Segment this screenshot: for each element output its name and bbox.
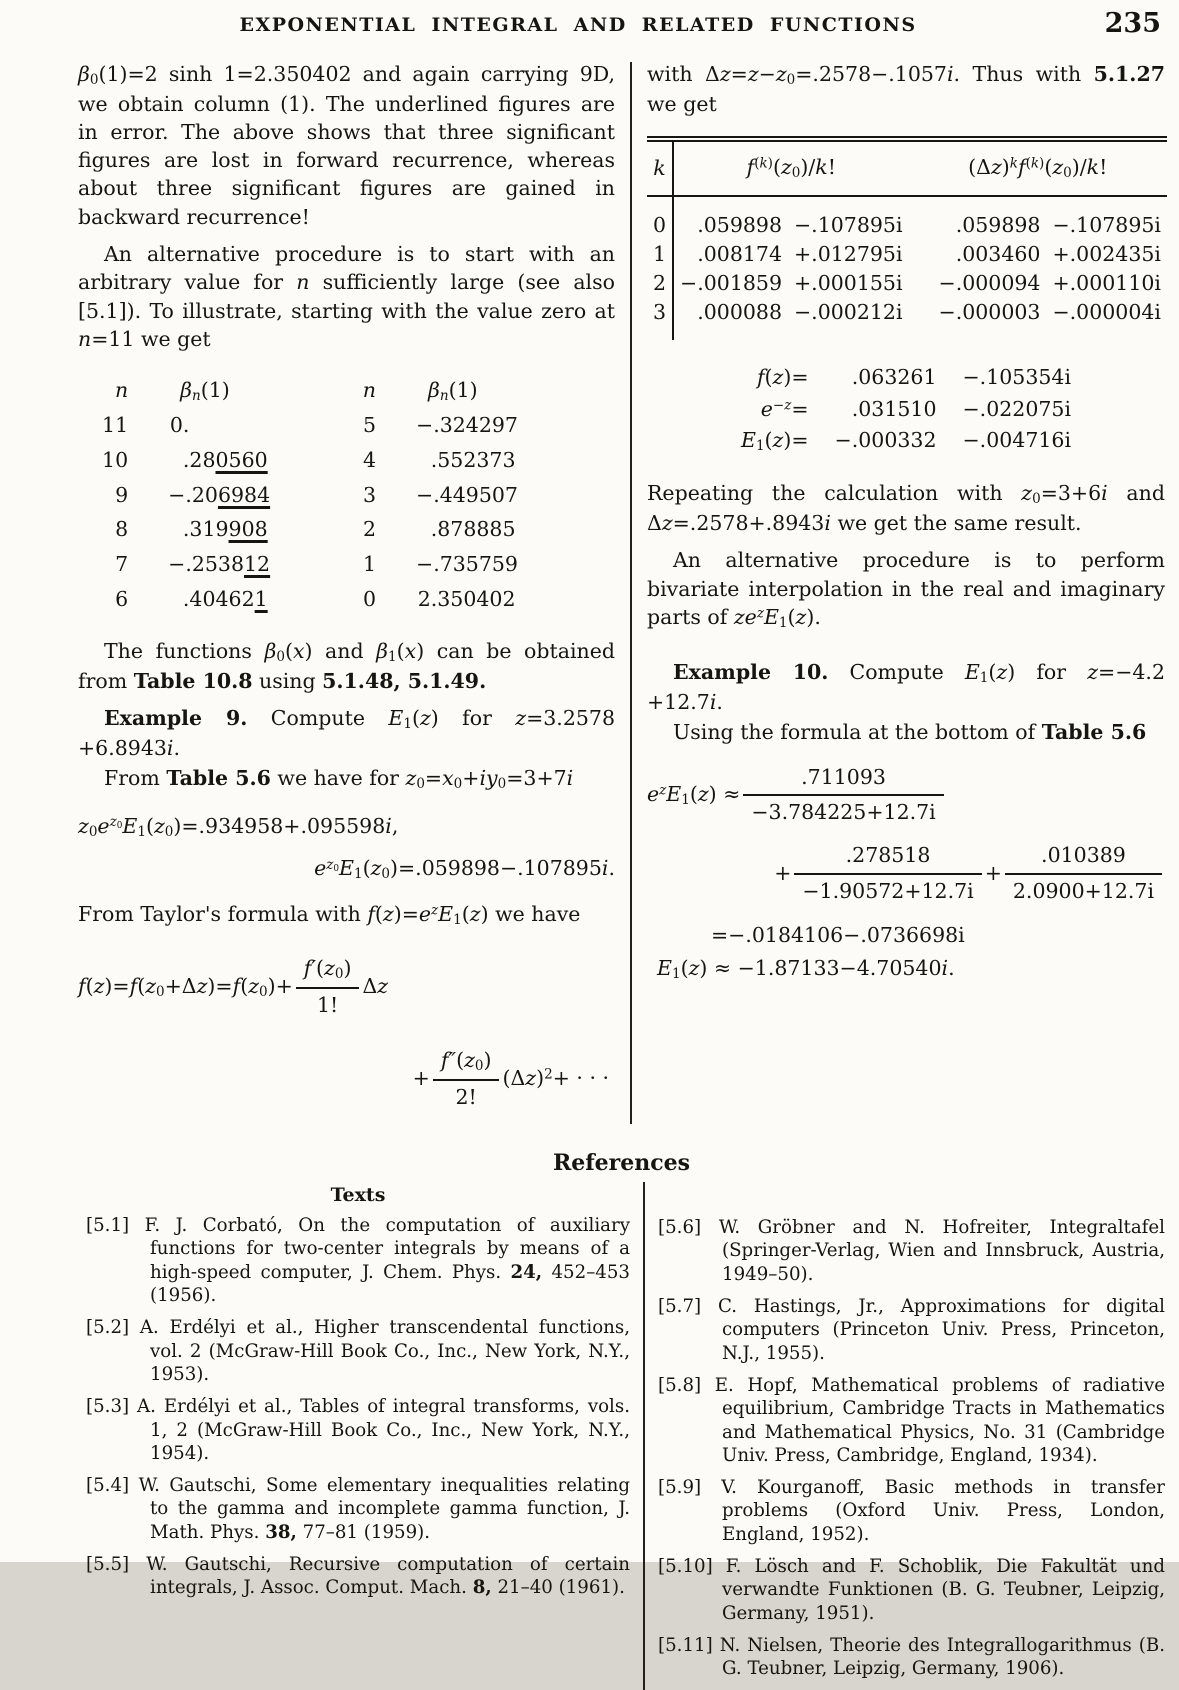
reference-label: [5.11] xyxy=(658,1634,713,1656)
reference-label: [5.4] xyxy=(86,1475,130,1497)
table-row: 7 −.253812 1 −.735759 xyxy=(115,552,518,577)
reference-item: [5.11] N. Nielsen, Theorie des Integrallogarithmus (B. G. Teubner, Leipzig, Germany, 1906). xyxy=(658,1634,1165,1680)
references-divider-rule xyxy=(643,1182,645,1689)
texts-subheading: Texts xyxy=(330,1184,386,1207)
main-columns xyxy=(78,60,1165,1124)
column-header-beta-n: $\beta_n(1)$ xyxy=(428,377,478,404)
reference-item: [5.5] W. Gautschi, Recursive computation of certain integrals, J. Assoc. Comput. Mach. 8, 21–40 (1961). xyxy=(86,1554,630,1599)
reference-item: [5.1] F. J. Corbató, On the computation of auxiliary functions for two-center integrals by means of a high-speed computer, J. Chem. Phys. 24, 452–453 (1956). xyxy=(86,1215,630,1307)
fraction: $\frac{f''(z_0)}{2!}$ xyxy=(433,1046,500,1112)
equation-z0-ez0-E1: $z_0e^{z_0}E_1(z_0)=.934958+.095598i$, xyxy=(78,813,399,840)
left-column xyxy=(78,60,615,1124)
fraction: $\frac{.711093}{-3.784225+12.7i}$ xyxy=(743,763,943,827)
reference-item: [5.6] W. Gröbner and N. Hofreiter, Integraltafel (Springer-Verlag, Wien and Innsbruck, Austria, 1949–50). xyxy=(658,1217,1165,1285)
beta-table-header-row xyxy=(78,373,578,409)
references-left-column xyxy=(78,1182,630,1689)
table-row: 10 .280560 4 .552373 xyxy=(102,447,516,472)
running-title: EXPONENTIAL INTEGRAL AND RELATED FUNCTIONS xyxy=(239,14,917,36)
reference-item: [5.7] C. Hastings, Jr., Approximations for digital computers (Princeton Univ. Press, Princeton, N.J., 1955). xyxy=(658,1296,1165,1364)
column-header-n: n xyxy=(362,378,376,403)
beta-values-table xyxy=(78,373,578,617)
table-row: 11 0. 5 −.324297 xyxy=(102,413,518,438)
reference-item: [5.8] E. Hopf, Mathematical problems of radiative equilibrium, Cambridge Tracts in Mathematics and Mathematical Physics, No. 31 (Cambridge Univ. Press, Cambridge, England, 1934). xyxy=(658,1374,1165,1466)
column-divider-rule xyxy=(630,62,632,1124)
page-number: 235 xyxy=(1104,8,1161,39)
page-header xyxy=(78,8,1165,46)
column-header-beta-n: $\beta_n(1)$ xyxy=(180,377,230,404)
paragraph-alternative-start: An alternative procedure is to start with an arbitrary value for n sufficiently large (see also [5.1]). To illustrate, starting with the value zero at n=11 we get xyxy=(78,242,615,351)
taylor-terms-header-row xyxy=(647,139,1167,196)
table-row: 3 .000088 −.000212i −.000003 −.000004i xyxy=(647,297,1167,340)
right-column xyxy=(647,60,1165,1124)
example-9-heading: Example 9. Compute $E_1(z)$ for z=3.2578 +6.8943i. xyxy=(78,705,615,760)
reference-label: [5.2] xyxy=(86,1317,130,1339)
paragraph-taylor: From Taylor's formula with $f(z)=e^zE_1(z)$ we have xyxy=(78,902,581,929)
paragraph-bivariate: An alternative procedure is to perform bivariate interpolation in the real and imaginary parts of $ze^zE_1(z)$. xyxy=(647,548,1165,631)
reference-item: [5.9] V. Kourganoff, Basic methods in transfer problems (Oxford Univ. Press, London, England, 1952). xyxy=(658,1477,1165,1545)
reference-item: [5.2] A. Erdélyi et al., Higher transcendental functions, vol. 2 (McGraw-Hill Book Co., Inc., New York, N.Y., 1953). xyxy=(86,1317,630,1385)
reference-item: [5.3] A. Erdélyi et al., Tables of integral transforms, vols. 1, 2 (McGraw-Hill Book Co., Inc., New York, N.Y., 1954). xyxy=(86,1396,630,1464)
table-row: 2 −.001859 +.000155i −.000094 +.000110i xyxy=(647,268,1167,297)
reference-label: [5.5] xyxy=(86,1554,130,1576)
references-right-column xyxy=(658,1182,1165,1689)
example-10-heading: Example 10. Compute $E_1(z)$ for z=−4.2 +12.7i. xyxy=(647,660,1165,715)
reference-label: [5.9] xyxy=(658,1477,702,1499)
table-row: 8 .319908 2 .878885 xyxy=(115,517,516,542)
fraction: $\frac{.010389}{2.0900+12.7i}$ xyxy=(1005,841,1162,905)
equation-result-sum: =−.0184106−.0736698i xyxy=(711,923,965,948)
equation-ez-E1-approx: $e^zE_1(z)$ ≈ $\frac{.711093}{-3.784225+12.7i}$ xyxy=(647,763,1165,827)
column-header-dzk-fk: $(\Delta z)^kf^{(k)}(z_0)/k$! xyxy=(909,139,1167,196)
reference-label: [5.6] xyxy=(658,1217,702,1239)
fraction: $\frac{.278518}{-1.90572+12.7i}$ xyxy=(794,841,981,905)
column-header-n: n xyxy=(114,378,129,403)
references-heading: References xyxy=(552,1150,691,1177)
equation-sum-results: f(z)= .063261 −.105354i $e^{-z}=$ .031510 −.022075i $E_1(z)=$ −.000332 −.004716i xyxy=(740,364,1072,455)
reference-label: [5.1] xyxy=(86,1215,130,1237)
paragraph-table-10-8: The functions $\beta_0(x)$ and $\beta_1(x)$ can be obtained from Table 10.8 using 5.1.48, 5.1.49. xyxy=(78,639,615,693)
column-header-k: k xyxy=(647,139,673,196)
reference-label: [5.3] xyxy=(86,1396,130,1418)
equation-taylor-expansion: $f(z)=f(z_0+\Delta z)=f(z_0)+$ $\frac{f'(z_0)}{1!}$ Δz xyxy=(78,954,615,1020)
reference-label: [5.10] xyxy=(658,1556,713,1578)
fraction: $\frac{f'(z_0)}{1!}$ xyxy=(296,954,360,1020)
example-10-using: Using the formula at the bottom of Table 5.6 xyxy=(673,720,1147,745)
table-row: 6 .404621 0 2.350402 xyxy=(115,586,516,611)
reference-item: [5.4] W. Gautschi, Some elementary inequalities relating to the gamma and incomplete gamma function, J. Math. Phys. 38, 77–81 (1959). xyxy=(86,1475,630,1543)
table-row: 1 .008174 +.012795i .003460 +.002435i xyxy=(647,239,1167,268)
reference-item: [5.10] F. Lösch and F. Schoblik, Die Fakultät und verwandte Funktionen (B. G. Teubner, Leipzig, Germany, 1951). xyxy=(658,1556,1165,1624)
paragraph-repeating: Repeating the calculation with $z_0=3+6i$ and Δz=.2578+.8943i we get the same result. xyxy=(647,481,1165,535)
equation-E1-result: $E_1(z) \approx -1.87133-4.70540i$. xyxy=(657,956,955,983)
table-row: 0 .059898 −.107895i .059898 −.107895i xyxy=(647,196,1167,240)
example-9-from-table: From Table 5.6 we have for $z_0=x_0+iy_0=3+7i$ xyxy=(104,765,574,792)
column-header-fk: $f^{(k)}(z_0)/k$! xyxy=(673,139,908,196)
reference-label: [5.7] xyxy=(658,1296,702,1318)
equation-taylor-expansion-cont: + $\frac{f''(z_0)}{2!}$ $(\Delta z)^2+$ · · · xyxy=(78,1046,609,1112)
paragraph-forward-recurrence: $\beta_0(1)=2$ sinh 1=2.350402 and again carrying 9D, we obtain column (1). The underlined figures are in error. The above shows that three significant figures are lost in forward recurrence, whereas about three significant figures are gained in backward recurrence! xyxy=(78,62,615,229)
references-columns xyxy=(78,1182,1165,1689)
taylor-terms-table xyxy=(647,136,1167,340)
paragraph-delta-z: with $\Delta z=z-z_0=.2578-.1057i$. Thus with 5.1.27 we get xyxy=(647,62,1165,116)
equation-ez0-E1: $e^{z_0}E_1(z_0)=.059898-.107895i$. xyxy=(314,856,615,883)
equation-continued-fractions: + $\frac{.278518}{-1.90572+12.7i}$ + $\frac{.010389}{2.0900+12.7i}$ xyxy=(647,841,1165,905)
reference-label: [5.8] xyxy=(658,1374,702,1396)
table-row: 9 −.206984 3 −.449507 xyxy=(115,482,518,507)
